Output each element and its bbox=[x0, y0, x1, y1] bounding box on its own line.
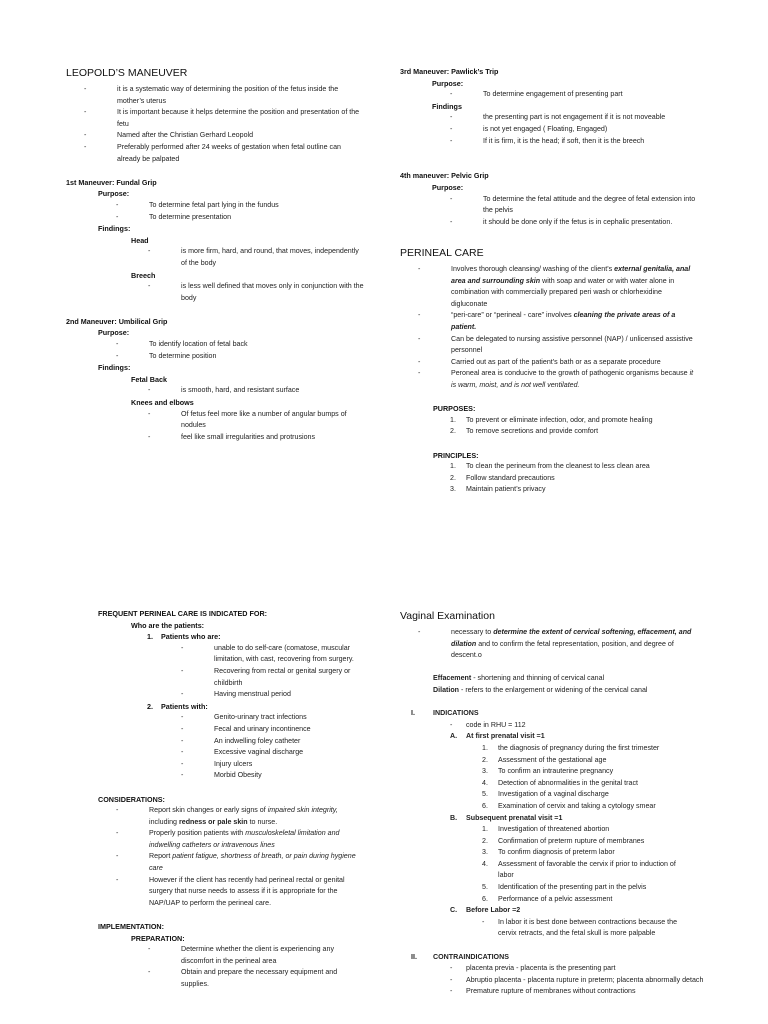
perineal-care-list bbox=[418, 264, 700, 392]
list-item: 1. To clean the perineum from the cleanest to less clean area bbox=[450, 461, 700, 473]
list-item: - “peri-care” or “perineal - care” involves cleaning the private areas of a patient. bbox=[418, 310, 700, 333]
head-label: Head bbox=[131, 235, 149, 245]
maneuver-3-purpose-label: Purpose: bbox=[432, 78, 464, 88]
indications-code-list bbox=[450, 720, 700, 732]
list-item: - it is a systematic way of determining the position of the fetus inside the mother’s uterus bbox=[84, 84, 366, 107]
maneuver-4-purpose-label: Purpose: bbox=[432, 182, 464, 192]
list-item: - it should be done only if the fetus is in cephalic presentation. bbox=[450, 217, 700, 229]
list-item: - Morbid Obesity bbox=[181, 770, 378, 782]
fetal-back-list bbox=[148, 385, 366, 397]
list-item: - Abruptio placenta - placenta rupture in preterm; placenta abnormally detach bbox=[450, 975, 710, 987]
list-item: - Recovering from rectal or genital surgery or childbirth bbox=[181, 666, 361, 689]
list-item: - Report skin changes or early signs of impaired skin integrity, including redness or pale skin to nurse. bbox=[116, 805, 366, 828]
subsection-a-list bbox=[482, 743, 700, 813]
list-item: - necessary to determine the extent of cervical softening, effacement, and dilation and to confirm the fetal representation, position, and degree of descent.o bbox=[418, 627, 700, 662]
vaginal-intro-list bbox=[418, 627, 700, 662]
list-item: 3. To confirm an intrauterine pregnancy bbox=[482, 766, 700, 778]
list-item: - Report patient fatigue, shortness of breath, or pain during hygiene care bbox=[116, 851, 366, 874]
list-item: 4. Detection of abnormalities in the genital tract bbox=[482, 778, 700, 790]
maneuver-3-findings-list bbox=[450, 112, 700, 147]
perineal-care-section bbox=[400, 246, 700, 496]
group-2-label: 2. Patients with: bbox=[147, 701, 208, 711]
list-item: - However if the client has recently had perineal rectal or genital surgery that nurse needs to assess if it is appropriate for the NAP/UAP to perform the perineal care. bbox=[116, 875, 366, 910]
contraindications-heading: II. CONTRAINDICATIONS bbox=[411, 952, 509, 961]
list-item: 4. Assessment of favorable the cervix if prior to induction of labor bbox=[482, 859, 692, 882]
list-item: - Peroneal area is conducive to the growth of pathogenic organisms because it is warm, moist, and is not well ventilated. bbox=[418, 368, 700, 391]
contraindications-list bbox=[450, 963, 710, 998]
list-item: - Involves thorough cleansing/ washing of the client’s external genitalia, anal area and surrounding skin with soap and water or with water alone in combination with commercially prepared peri wash or chlorhexidine digluconate bbox=[418, 264, 700, 310]
principles-label: PRINCIPLES: bbox=[433, 450, 479, 460]
frequent-perineal-section bbox=[98, 608, 378, 991]
list-item: - Properly position patients with musculoskeletal limitation and indwelling catheters or intravenous lines bbox=[116, 828, 366, 851]
frequent-title: FREQUENT PERINEAL CARE IS INDICATED FOR: bbox=[98, 609, 268, 618]
breech-label: Breech bbox=[131, 270, 156, 280]
purposes-list bbox=[450, 415, 700, 438]
list-item: 2. Follow standard precautions bbox=[450, 473, 700, 485]
vaginal-exam-title: Vaginal Examination bbox=[400, 610, 495, 622]
list-item: - Determine whether the client is experiencing any discomfort in the perineal area bbox=[148, 944, 358, 967]
list-item: 6. Performance of a pelvic assessment bbox=[482, 894, 692, 906]
effacement-definition: Effacement - shortening and thinning of cervical canal bbox=[433, 674, 605, 683]
list-item: - is smooth, hard, and resistant surface bbox=[148, 385, 366, 397]
principles-list bbox=[450, 461, 700, 496]
list-item: - unable to do self-care (comatose, muscular limitation, with cast, recovering from surgery. bbox=[181, 643, 361, 666]
maneuver-3-purpose-list bbox=[450, 89, 700, 101]
maneuver-1-purpose-list bbox=[116, 200, 366, 223]
list-item: 3. Maintain patient’s privacy bbox=[450, 484, 700, 496]
group-1-list bbox=[181, 643, 361, 701]
head-list bbox=[148, 246, 366, 269]
group-1-label: 1. Patients who are: bbox=[147, 632, 221, 642]
list-item: - If it is firm, it is the head; if soft, then it is the breech bbox=[450, 136, 700, 148]
maneuver-2-purpose-label: Purpose: bbox=[98, 328, 130, 338]
list-item: 3. To confirm diagnosis of preterm labor bbox=[482, 847, 692, 859]
list-item: - To determine engagement of presenting part bbox=[450, 89, 700, 101]
list-item: - Named after the Christian Gerhard Leopold bbox=[84, 130, 366, 142]
maneuver-3-findings-label: Findings bbox=[432, 101, 462, 111]
fetal-back-label: Fetal Back bbox=[131, 374, 167, 384]
maneuver-4-purpose-list bbox=[450, 194, 700, 229]
leopold-title: LEOPOLD’S MANEUVER bbox=[66, 67, 188, 79]
list-item: 1. Investigation of threatened abortion bbox=[482, 824, 692, 836]
list-item: - In labor it is best done between contractions because the cervix retracts, and the fetal skull is more palpable bbox=[482, 917, 696, 940]
vaginal-exam-section bbox=[400, 609, 704, 998]
list-item: - To determine fetal part lying in the fundus bbox=[116, 200, 366, 212]
group-2-list bbox=[181, 712, 378, 782]
subsection-c-list bbox=[482, 917, 696, 940]
list-item: - placenta previa - placenta is the presenting part bbox=[450, 963, 710, 975]
list-item: 5. Identification of the presenting part in the pelvis bbox=[482, 882, 692, 894]
subsection-b-heading: B. Subsequent prenatal visit =1 bbox=[450, 813, 563, 822]
list-item: 2. Assessment of the gestational age bbox=[482, 755, 700, 767]
considerations-list bbox=[116, 805, 366, 909]
knees-list bbox=[148, 409, 348, 444]
knees-label: Knees and elbows bbox=[131, 398, 194, 408]
list-item: - An indwelling foley catheter bbox=[181, 736, 378, 748]
list-item: - It is important because it helps determine the position and presentation of the fetu bbox=[84, 107, 366, 130]
list-item: 5. Investigation of a vaginal discharge bbox=[482, 789, 700, 801]
indications-heading: I. INDICATIONS bbox=[411, 709, 479, 718]
maneuver-2-purpose-list bbox=[116, 339, 366, 362]
subsection-b-list bbox=[482, 824, 692, 905]
leopold-section bbox=[66, 66, 366, 443]
purposes-label: PURPOSES: bbox=[433, 404, 476, 414]
preparation-list bbox=[148, 944, 358, 990]
maneuver-4-title: 4th maneuver: Pelvic Grip bbox=[400, 171, 489, 181]
considerations-label: CONSIDERATIONS: bbox=[98, 794, 165, 804]
who-label: Who are the patients: bbox=[131, 620, 205, 630]
list-item: 2. To remove secretions and provide comfort bbox=[450, 426, 700, 438]
list-item: - the presenting part is not engagement if it is not moveable bbox=[450, 112, 700, 124]
maneuver-3-4-section bbox=[400, 66, 700, 228]
list-item: - code in RHU = 112 bbox=[450, 720, 700, 732]
maneuver-3-title: 3rd Maneuver: Pawlick’s Trip bbox=[400, 67, 499, 76]
list-item: - Obtain and prepare the necessary equipment and supplies. bbox=[148, 967, 358, 990]
maneuver-1-title: 1st Maneuver: Fundal Grip bbox=[66, 177, 157, 187]
subsection-a-heading: A. At first prenatal visit =1 bbox=[450, 732, 545, 741]
list-item: - Preferably performed after 24 weeks of gestation when fetal outline can already be palpated bbox=[84, 142, 366, 165]
list-item: - Genito-urinary tract infections bbox=[181, 712, 378, 724]
maneuver-2-title: 2nd Maneuver: Umbilical Grip bbox=[66, 316, 168, 326]
subsection-c-heading: C. Before Labor =2 bbox=[450, 906, 521, 915]
list-item: 6. Examination of cervix and taking a cytology smear bbox=[482, 801, 700, 813]
list-item: - To determine presentation bbox=[116, 212, 366, 224]
list-item: - To determine position bbox=[116, 351, 366, 363]
preparation-label: PREPARATION: bbox=[131, 933, 185, 943]
list-item: - Excessive vaginal discharge bbox=[181, 747, 378, 759]
list-item: - Having menstrual period bbox=[181, 689, 361, 701]
list-item: - Fecal and urinary incontinence bbox=[181, 724, 378, 736]
list-item: - Carried out as part of the patient’s bath or as a separate procedure bbox=[418, 357, 700, 369]
list-item: - Injury ulcers bbox=[181, 759, 378, 771]
perineal-care-title: PERINEAL CARE bbox=[400, 247, 484, 259]
list-item: - Premature rupture of membranes without contractions bbox=[450, 986, 710, 998]
dilation-definition: Dilation - refers to the enlargement or widening of the cervical canal bbox=[433, 685, 648, 694]
maneuver-2-findings-label: Findings: bbox=[98, 363, 131, 373]
list-item: - is not yet engaged ( Floating, Engaged) bbox=[450, 124, 700, 136]
list-item: - To identify location of fetal back bbox=[116, 339, 366, 351]
list-item: 1. the diagnosis of pregnancy during the first trimester bbox=[482, 743, 700, 755]
list-item: 2. Confirmation of preterm rupture of membranes bbox=[482, 836, 692, 848]
list-item: - Of fetus feel more like a number of angular bumps of nodules bbox=[148, 409, 348, 432]
list-item: - Can be delegated to nursing assistive personnel (NAP) / unlicensed assistive personnel bbox=[418, 334, 700, 357]
maneuver-1-findings-label: Findings: bbox=[98, 224, 131, 234]
implementation-label: IMPLEMENTATION: bbox=[98, 922, 165, 932]
leopold-intro-list bbox=[84, 84, 366, 165]
maneuver-1-purpose-label: Purpose: bbox=[98, 189, 130, 199]
list-item: - feel like small irregularities and protrusions bbox=[148, 432, 348, 444]
list-item: - To determine the fetal attitude and the degree of fetal extension into the pelvis bbox=[450, 194, 700, 217]
list-item: 1. To prevent or eliminate infection, odor, and promote healing bbox=[450, 415, 700, 427]
list-item: - is more firm, hard, and round, that moves, independently of the body bbox=[148, 246, 366, 269]
breech-list bbox=[148, 281, 366, 304]
list-item: - is less well defined that moves only in conjunction with the body bbox=[148, 281, 366, 304]
